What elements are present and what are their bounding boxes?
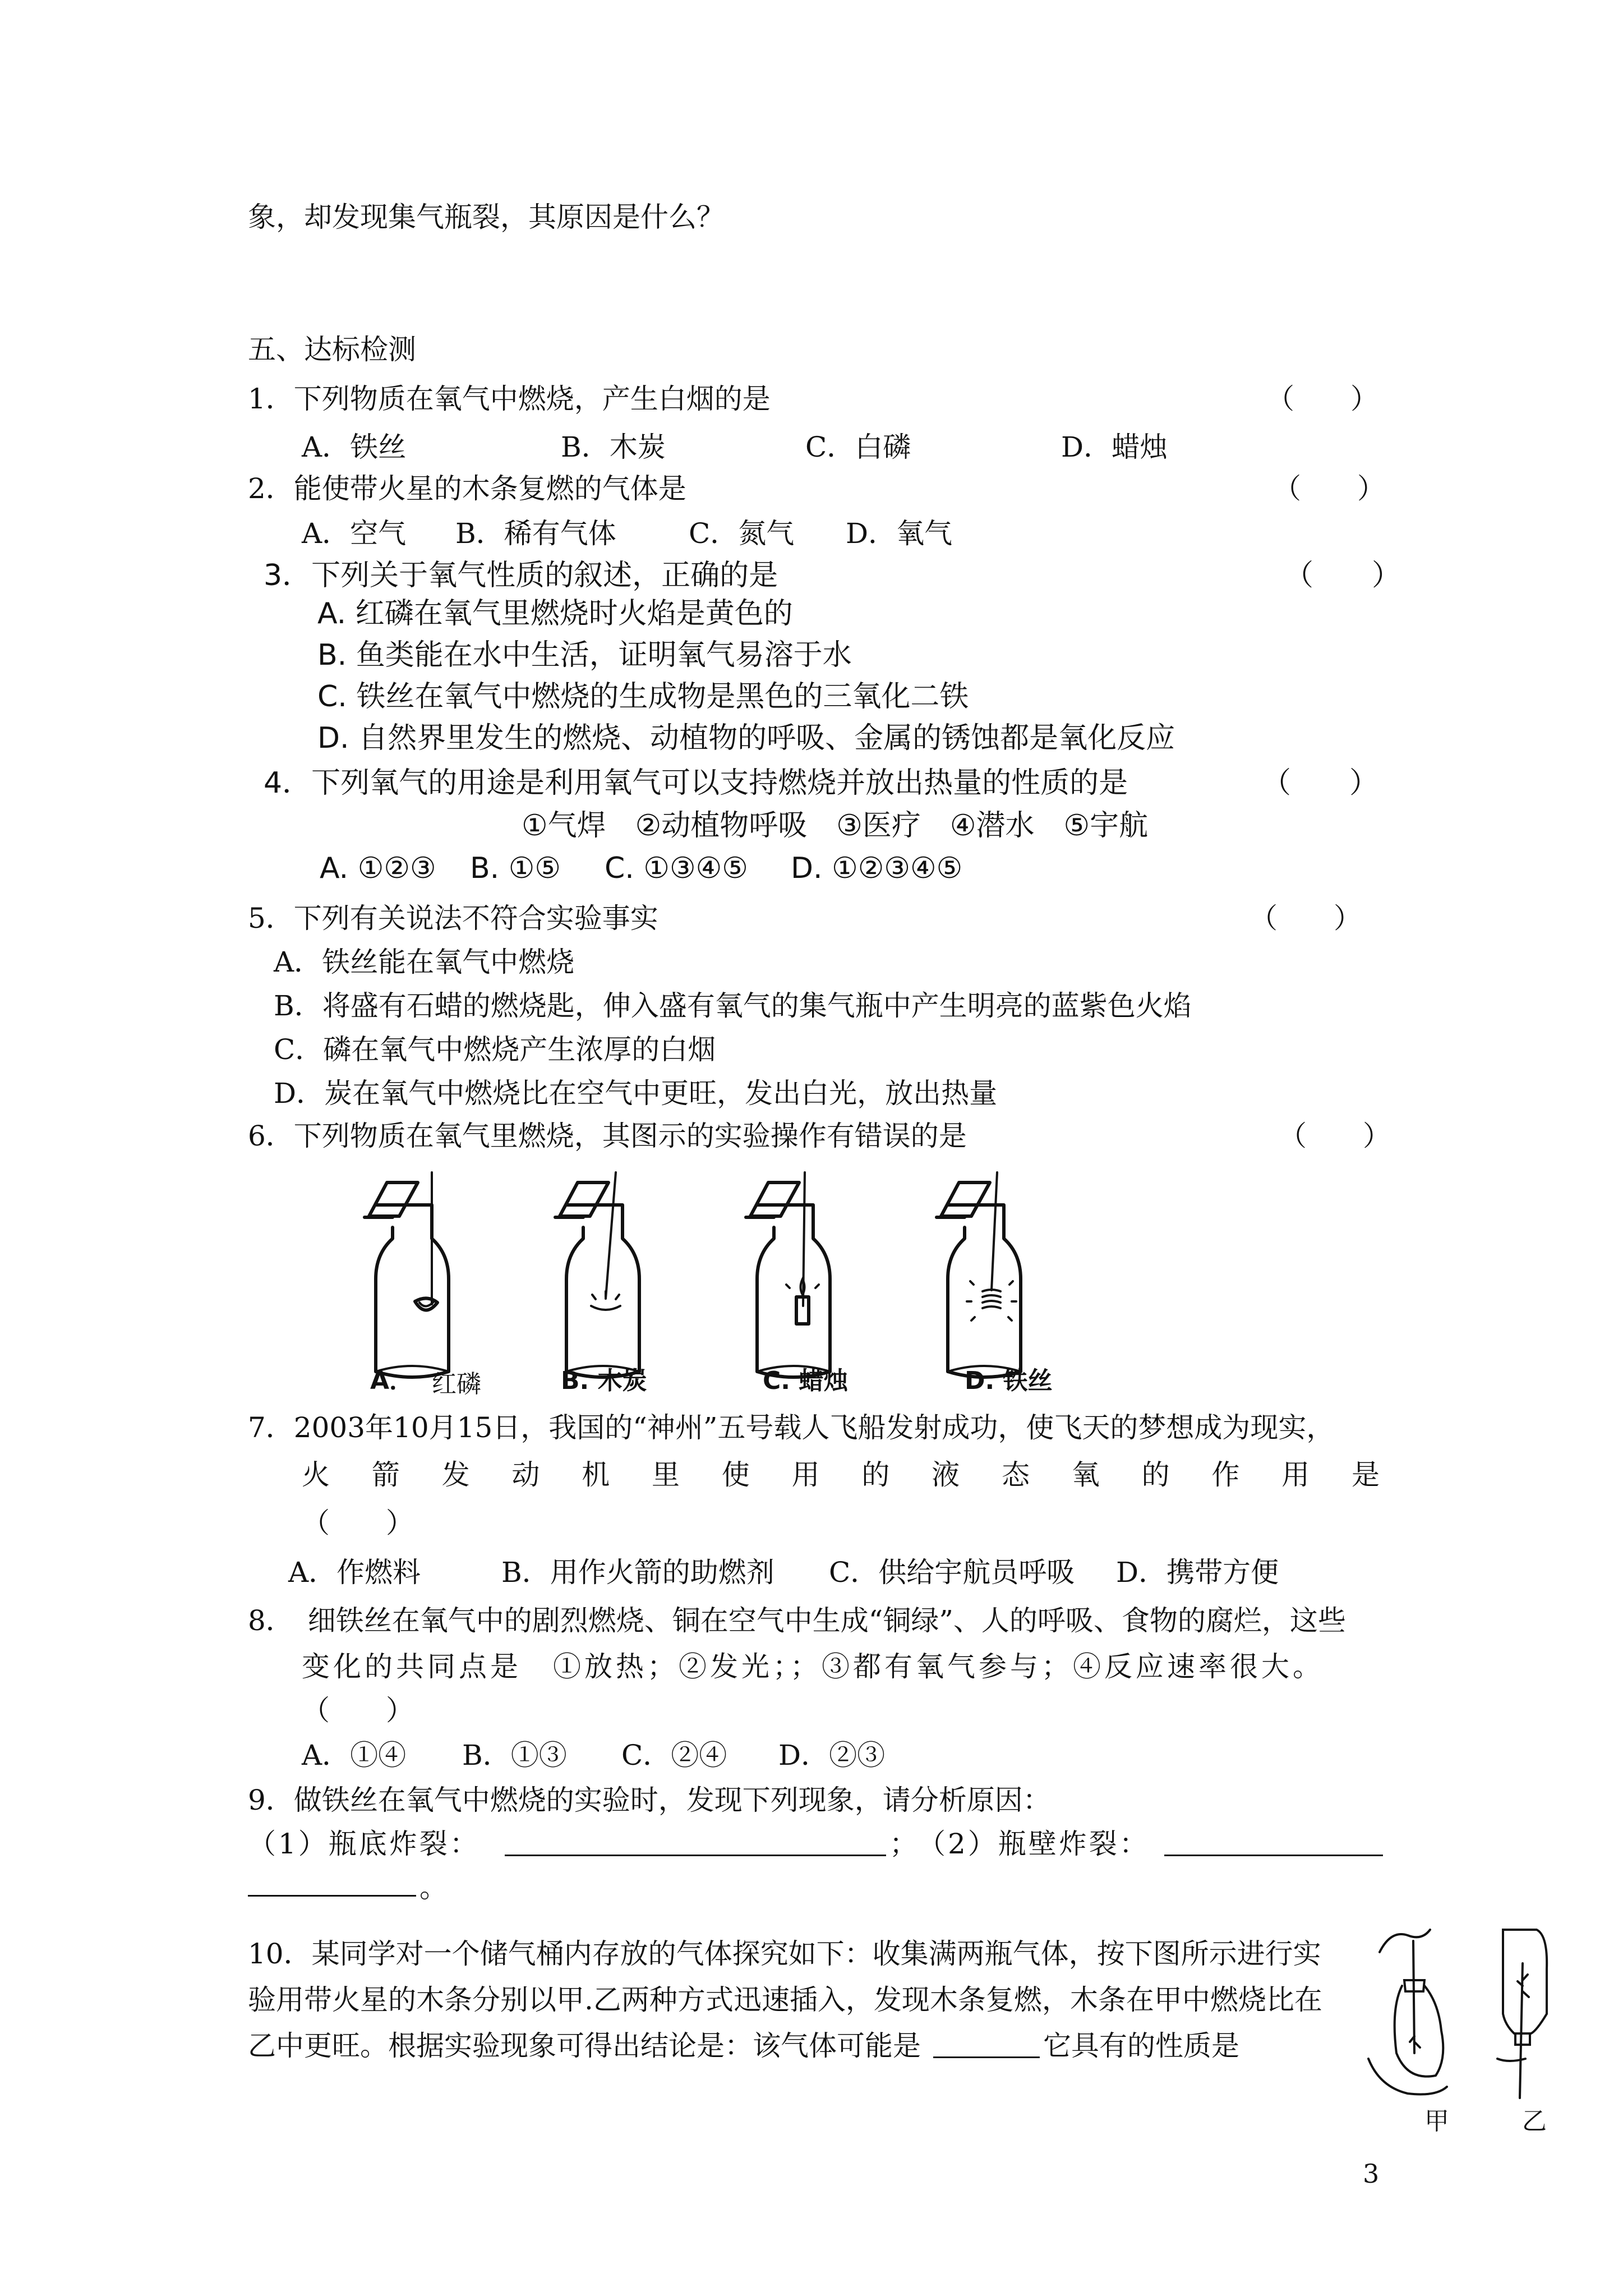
q7-stem: 7．2003年10月15日，我国的“神州”五号载人飞船发射成功，使飞天的梦想成为现实， [248, 1411, 1335, 1444]
q9-separator: ； [889, 1828, 917, 1860]
q9-end: 。 [419, 1871, 448, 1904]
q7-char: 的 [861, 1458, 890, 1491]
intro-tail: 象，却发现集气瓶裂，其原因是什么？ [248, 201, 725, 233]
q4-option-b: B. ①⑤ [470, 852, 561, 885]
q7-char: 里 [651, 1458, 680, 1491]
bottle-yi [1497, 1930, 1547, 2098]
q10-line3b: 它具有的性质是 [1043, 2030, 1239, 2062]
q6-label-a: A． [370, 1366, 414, 1395]
q6-label-b: B. 木炭 [561, 1366, 647, 1395]
q9-part1-label: （1）瓶底炸裂： [248, 1828, 480, 1860]
page-number: 3 [1363, 2159, 1380, 2189]
q7-char: 态 [1001, 1458, 1030, 1491]
q7-char: 使 [721, 1458, 750, 1491]
q8-stem: 8． 细铁丝在氧气中的剧烈燃烧、铜在空气中生成“铜绿”、人的呼吸、食物的腐烂，这些 [248, 1604, 1346, 1637]
q4-stem: 4．下列氧气的用途是利用氧气可以支持燃烧并放出热量的性质的是 [264, 766, 1128, 800]
q4-option-a: A. ①②③ [320, 852, 436, 885]
q7-char: 氧 [1071, 1458, 1100, 1491]
q1-option-c: C．白磷 [805, 431, 911, 463]
q10-line2: 验用带火星的木条分别以甲.乙两种方式迅速插入，发现木条复燃，木条在甲中燃烧比在 [248, 1984, 1322, 2016]
q9-stem: 9．做铁丝在氧气中燃烧的实验时，发现下列现象，请分析原因： [248, 1784, 1051, 1816]
q9-part1-answer-blank[interactable] [505, 1832, 886, 1856]
q1-stem: 1．下列物质在氧气中燃烧，产生白烟的是 [248, 383, 771, 415]
q10-figure [1368, 1918, 1570, 2104]
q8-stem-line2: 变化的共同点是 ①放热；②发光；；③都有氧气参与；④反应速率很大。 [302, 1650, 1324, 1683]
q4-answer-bracket: （ ） [1262, 766, 1379, 800]
q10-line3a: 乙中更旺。根据实验现象可得出结论是：该气体可能是 [248, 2030, 921, 2062]
q9-part2-answer-blank[interactable] [1164, 1832, 1383, 1856]
q7-option-a: A．作燃料 [288, 1556, 421, 1589]
q10-gas-answer-blank[interactable] [933, 2034, 1040, 2058]
q7-stem-line2 [302, 1458, 1380, 1491]
q7-char: 用 [1281, 1458, 1310, 1491]
q1-option-a: A．铁丝 [302, 431, 407, 463]
q4-option-d: D. ①②③④⑤ [791, 852, 963, 885]
q3-option-a: A. 红磷在氧气里燃烧时火焰是黄色的 [317, 597, 793, 631]
q1-option-d: D．蜡烛 [1061, 431, 1168, 463]
q5-stem: 5．下列有关说法不符合实验事实 [248, 902, 658, 935]
q7-answer-bracket: （ ） [302, 1507, 414, 1539]
q6-label-c: C. 蜡烛 [763, 1366, 849, 1395]
q7-char: 机 [582, 1458, 610, 1491]
q1-answer-bracket: （ ） [1266, 383, 1378, 415]
q3-option-d: D. 自然界里发生的燃烧、动植物的呼吸、金属的锈蚀都是氧化反应 [317, 721, 1175, 755]
q4-usage-items: ①气焊 ②动植物呼吸 ③医疗 ④潜水 ⑤宇航 [522, 809, 1149, 843]
q3-option-b: B. 鱼类能在水中生活，证明氧气易溶于水 [317, 638, 852, 672]
q10-line1: 10．某同学对一个储气桶内存放的气体探究如下：收集满两瓶气体，按下图所示进行实 [248, 1938, 1321, 1970]
q7-char: 火 [302, 1458, 330, 1491]
q8-option-d: D．②③ [778, 1739, 886, 1772]
jar-b-charcoal [555, 1172, 639, 1377]
q2-option-a: A．空气 [302, 517, 407, 550]
bottle-jia [1368, 1930, 1447, 2095]
q6-answer-bracket: （ ） [1279, 1120, 1391, 1152]
q7-char: 作 [1211, 1458, 1240, 1491]
q5-option-d: D．炭在氧气中燃烧比在空气中更旺，发出白光，放出热量 [274, 1077, 998, 1110]
q5-option-b: B．将盛有石蜡的燃烧匙，伸入盛有氧气的集气瓶中产生明亮的蓝紫色火焰 [274, 990, 1192, 1022]
q6-stem: 6．下列物质在氧气里燃烧，其图示的实验操作有错误的是 [248, 1120, 967, 1152]
q7-char: 是 [1351, 1458, 1380, 1491]
q5-answer-bracket: （ ） [1249, 902, 1362, 935]
jar-d-iron-wire [937, 1172, 1021, 1377]
q9-part2-answer-blank-cont[interactable] [248, 1872, 416, 1897]
q7-char: 用 [791, 1458, 820, 1491]
q4-option-c: C. ①③④⑤ [605, 852, 748, 885]
q7-option-c: C．供给宇航员呼吸 [829, 1556, 1075, 1589]
q7-char: 液 [932, 1458, 960, 1491]
q7-char: 箭 [371, 1458, 400, 1491]
q7-option-d: D．携带方便 [1116, 1556, 1279, 1589]
q8-option-b: B．①③ [462, 1739, 567, 1772]
jar-a-red-phosphorus [365, 1172, 449, 1377]
section-title: 五、达标检测 [248, 333, 416, 366]
q7-char: 动 [511, 1458, 540, 1491]
q3-option-c: C. 铁丝在氧气中燃烧的生成物是黑色的三氧化二铁 [317, 680, 969, 714]
q1-option-b: B．木炭 [561, 431, 666, 463]
q8-answer-bracket: （ ） [302, 1694, 414, 1727]
q2-stem: 2．能使带火星的木条复燃的气体是 [248, 472, 686, 505]
q3-stem: 3．下列关于氧气性质的叙述，正确的是 [264, 559, 778, 592]
q8-option-a: A．①④ [302, 1739, 407, 1772]
q9-part2-label: （2）瓶壁炸裂： [917, 1828, 1150, 1860]
q10-label-yi: 乙 [1522, 2107, 1547, 2136]
q2-option-c: C．氮气 [689, 517, 795, 550]
q5-option-c: C．磷在氧气中燃烧产生浓厚的白烟 [274, 1033, 716, 1066]
q5-option-a: A．铁丝能在氧气中燃烧 [274, 946, 575, 978]
q2-option-b: B．稀有气体 [455, 517, 616, 550]
q7-char: 发 [441, 1458, 470, 1491]
q2-option-d: D．氧气 [846, 517, 953, 550]
q6-label-a-text: 红磷 [432, 1370, 481, 1398]
q6-figure [336, 1172, 1122, 1397]
jar-c-candle [746, 1172, 830, 1377]
q7-char: 的 [1141, 1458, 1170, 1491]
q8-option-c: C．②④ [621, 1739, 727, 1772]
q10-label-jia: 甲 [1424, 2107, 1449, 2136]
q2-answer-bracket: （ ） [1273, 472, 1385, 505]
q7-option-b: B．用作火箭的助燃剂 [501, 1556, 774, 1589]
q6-label-d: D. 铁丝 [965, 1366, 1053, 1395]
q3-answer-bracket: （ ） [1284, 559, 1401, 592]
